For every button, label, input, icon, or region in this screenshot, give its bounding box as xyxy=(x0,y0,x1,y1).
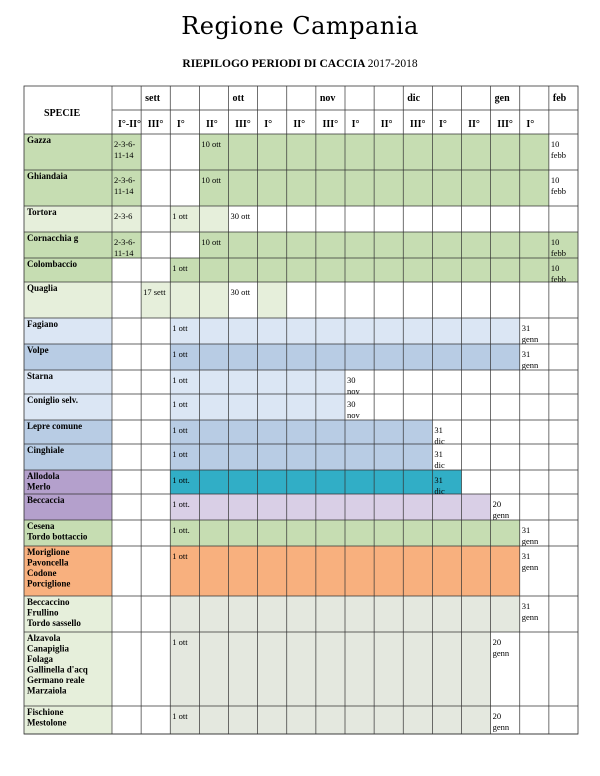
period-note: febb xyxy=(550,150,566,160)
open-period-cell xyxy=(374,632,403,706)
period-note: dic xyxy=(434,486,445,496)
species-label: Frullino xyxy=(27,607,59,618)
open-period-cell xyxy=(403,258,432,282)
open-period-cell xyxy=(316,706,345,734)
open-period-cell xyxy=(316,394,345,420)
period-note: 1 ott xyxy=(172,637,188,647)
week-header: III° xyxy=(497,119,513,130)
open-period-cell xyxy=(229,394,258,420)
week-header: I° xyxy=(264,119,273,130)
open-period-cell xyxy=(199,344,228,370)
open-period-cell xyxy=(316,494,345,520)
period-note: nov xyxy=(347,386,360,396)
open-period-cell xyxy=(199,444,228,470)
open-period-cell xyxy=(403,632,432,706)
open-period-cell xyxy=(374,494,403,520)
period-note: 10 xyxy=(550,175,560,185)
period-note: 1 ott xyxy=(172,349,188,359)
period-note: 10 xyxy=(550,263,560,273)
open-period-cell xyxy=(287,134,316,170)
open-period-cell xyxy=(520,170,549,206)
open-period-cell xyxy=(374,470,403,494)
open-period-cell xyxy=(316,232,345,258)
period-note: febb xyxy=(550,186,566,196)
species-label: Ghiandaia xyxy=(27,171,68,181)
open-period-cell xyxy=(491,232,520,258)
period-note: 31 xyxy=(434,475,443,485)
open-period-cell xyxy=(229,444,258,470)
species-label: Cesena xyxy=(27,521,55,531)
period-note: genn xyxy=(492,722,510,732)
open-period-cell xyxy=(287,706,316,734)
open-period-cell xyxy=(520,134,549,170)
open-period-cell xyxy=(258,344,287,370)
open-period-cell xyxy=(199,420,228,444)
open-period-cell xyxy=(345,520,374,546)
week-header: III° xyxy=(409,119,426,130)
period-note: genn xyxy=(492,510,510,520)
species-label: Codone xyxy=(27,568,57,578)
open-period-cell xyxy=(403,470,432,494)
open-period-cell xyxy=(170,596,199,632)
open-period-cell xyxy=(287,170,316,206)
open-period-cell xyxy=(258,494,287,520)
period-note: 11-14 xyxy=(114,248,134,258)
open-period-cell xyxy=(287,546,316,596)
open-period-cell xyxy=(432,318,461,344)
month-header: feb xyxy=(552,93,567,104)
species-label: Marzaiola xyxy=(27,685,67,696)
open-period-cell xyxy=(432,170,461,206)
open-period-cell xyxy=(258,520,287,546)
open-period-cell xyxy=(287,318,316,344)
species-label: Tordo sassello xyxy=(27,618,81,628)
open-period-cell xyxy=(258,546,287,596)
open-period-cell xyxy=(345,470,374,494)
open-period-cell xyxy=(287,444,316,470)
species-label: Moriglione xyxy=(27,547,70,557)
period-note: 10 ott xyxy=(201,237,221,247)
species-label: Porciglione xyxy=(27,578,71,589)
open-period-cell xyxy=(374,318,403,344)
period-note: febb xyxy=(550,274,566,284)
period-note: 11-14 xyxy=(114,150,134,160)
open-period-cell xyxy=(374,520,403,546)
period-note: 31 xyxy=(521,551,531,561)
month-header: gen xyxy=(494,93,510,104)
open-period-cell xyxy=(287,258,316,282)
open-period-cell xyxy=(229,134,258,170)
open-period-cell xyxy=(432,596,461,632)
open-period-cell xyxy=(316,134,345,170)
species-label: Gazza xyxy=(27,135,51,145)
period-note: 31 xyxy=(434,449,443,459)
page-title: Regione Campania xyxy=(181,12,419,40)
open-period-cell xyxy=(374,596,403,632)
species-label: Alzavola xyxy=(27,633,61,643)
open-period-cell xyxy=(345,420,374,444)
open-period-cell xyxy=(316,258,345,282)
open-period-cell xyxy=(258,282,287,318)
open-period-cell xyxy=(287,520,316,546)
open-period-cell xyxy=(229,494,258,520)
period-note: 1 ott. xyxy=(172,525,190,535)
open-period-cell xyxy=(199,706,228,734)
species-label: Tordo bottaccio xyxy=(27,531,88,542)
species-label: Mestolone xyxy=(27,717,67,728)
open-period-cell xyxy=(258,444,287,470)
open-period-cell xyxy=(287,370,316,394)
open-period-cell xyxy=(462,232,491,258)
period-note: 2-3-6- xyxy=(114,237,136,247)
open-period-cell xyxy=(432,546,461,596)
period-note: dic xyxy=(434,436,445,446)
species-label: Coniglio selv. xyxy=(27,395,79,405)
open-period-cell xyxy=(229,520,258,546)
week-header: I° xyxy=(176,119,185,130)
period-note: 10 xyxy=(550,139,560,149)
open-period-cell xyxy=(229,546,258,596)
open-period-cell xyxy=(403,494,432,520)
open-period-cell xyxy=(229,170,258,206)
open-period-cell xyxy=(432,258,461,282)
open-period-cell xyxy=(229,706,258,734)
open-period-cell xyxy=(316,546,345,596)
period-note: 20 xyxy=(492,499,502,509)
week-header: II° xyxy=(205,119,218,130)
open-period-cell xyxy=(520,258,549,282)
species-label: Merlo xyxy=(27,481,51,492)
open-period-cell xyxy=(287,470,316,494)
open-period-cell xyxy=(229,470,258,494)
species-label: Gallinella d'acq xyxy=(27,664,88,675)
open-period-cell xyxy=(229,258,258,282)
species-label: Beccaccia xyxy=(27,495,65,505)
period-note: 30 ott xyxy=(230,211,251,221)
open-period-cell xyxy=(520,232,549,258)
open-period-cell xyxy=(316,318,345,344)
open-period-cell xyxy=(316,470,345,494)
period-note: 2-3-6- xyxy=(114,175,136,185)
open-period-cell xyxy=(374,258,403,282)
open-period-cell xyxy=(345,258,374,282)
week-header: I° xyxy=(526,119,535,130)
open-period-cell xyxy=(403,232,432,258)
open-period-cell xyxy=(462,546,491,596)
open-period-cell xyxy=(374,232,403,258)
species-label: Beccaccino xyxy=(27,597,70,607)
period-note: 20 xyxy=(492,637,502,647)
open-period-cell xyxy=(199,258,228,282)
period-note: 30 xyxy=(347,375,356,385)
open-period-cell xyxy=(491,520,520,546)
open-period-cell xyxy=(403,170,432,206)
open-period-cell xyxy=(345,170,374,206)
open-period-cell xyxy=(199,596,228,632)
week-header: III° xyxy=(147,119,164,130)
open-period-cell xyxy=(491,258,520,282)
open-period-cell xyxy=(374,546,403,596)
open-period-cell xyxy=(229,632,258,706)
open-period-cell xyxy=(199,546,228,596)
open-period-cell xyxy=(229,420,258,444)
period-note: 10 ott xyxy=(201,175,221,185)
period-note: 1 ott xyxy=(172,711,188,721)
week-header: I°-II° xyxy=(118,119,142,130)
week-header: I° xyxy=(438,119,447,130)
period-note: 1 ott xyxy=(172,263,188,273)
species-label: Canapiglia xyxy=(27,643,70,654)
period-note: genn xyxy=(521,334,539,344)
open-period-cell xyxy=(258,706,287,734)
open-period-cell xyxy=(287,232,316,258)
period-note: 30 xyxy=(347,399,356,409)
month-header: dic xyxy=(407,93,421,104)
period-note: genn xyxy=(521,536,539,546)
open-period-cell xyxy=(403,318,432,344)
period-note: genn xyxy=(521,360,539,370)
week-header: II° xyxy=(468,119,480,130)
open-period-cell xyxy=(432,520,461,546)
open-period-cell xyxy=(462,596,491,632)
period-note: genn xyxy=(492,648,510,658)
open-period-cell xyxy=(316,520,345,546)
period-note: 1 ott xyxy=(172,399,188,409)
period-note: 1 ott xyxy=(172,323,188,333)
open-period-cell xyxy=(316,344,345,370)
open-period-cell xyxy=(316,170,345,206)
open-period-cell xyxy=(491,344,520,370)
open-period-cell xyxy=(199,520,228,546)
open-period-cell xyxy=(287,344,316,370)
open-period-cell xyxy=(403,344,432,370)
open-period-cell xyxy=(199,394,228,420)
open-period-cell xyxy=(462,494,491,520)
week-header: III° xyxy=(322,119,339,130)
open-period-cell xyxy=(258,370,287,394)
open-period-cell xyxy=(316,632,345,706)
open-period-cell xyxy=(403,444,432,470)
open-period-cell xyxy=(258,258,287,282)
open-period-cell xyxy=(403,420,432,444)
open-period-cell xyxy=(199,494,228,520)
open-period-cell xyxy=(287,394,316,420)
open-period-cell xyxy=(199,282,228,318)
open-period-cell xyxy=(287,596,316,632)
period-note: 31 xyxy=(521,525,531,535)
species-label: Volpe xyxy=(27,345,49,355)
open-period-cell xyxy=(316,420,345,444)
open-period-cell xyxy=(432,232,461,258)
open-period-cell xyxy=(491,134,520,170)
open-period-cell xyxy=(491,170,520,206)
period-note: 11-14 xyxy=(114,186,134,196)
open-period-cell xyxy=(258,170,287,206)
open-period-cell xyxy=(491,596,520,632)
period-note: genn xyxy=(521,612,539,622)
open-period-cell xyxy=(287,494,316,520)
open-period-cell xyxy=(199,206,228,232)
open-period-cell xyxy=(345,232,374,258)
open-period-cell xyxy=(374,134,403,170)
open-period-cell xyxy=(258,394,287,420)
open-period-cell xyxy=(258,596,287,632)
period-note: 31 xyxy=(521,323,531,333)
month-header: ott xyxy=(232,93,245,104)
open-period-cell xyxy=(258,420,287,444)
period-note: 31 xyxy=(434,425,443,435)
species-header: SPECIE xyxy=(44,108,81,119)
open-period-cell xyxy=(199,470,228,494)
open-period-cell xyxy=(491,318,520,344)
open-period-cell xyxy=(374,444,403,470)
open-period-cell xyxy=(345,706,374,734)
subtitle-year: 2017-2018 xyxy=(367,58,418,70)
open-period-cell xyxy=(345,494,374,520)
open-period-cell xyxy=(432,344,461,370)
period-note: 2-3-6 xyxy=(114,211,133,221)
month-header: nov xyxy=(319,93,336,104)
open-period-cell xyxy=(316,444,345,470)
period-note: 10 ott xyxy=(201,139,221,149)
open-period-cell xyxy=(345,318,374,344)
open-period-cell xyxy=(403,134,432,170)
open-period-cell xyxy=(462,134,491,170)
open-period-cell xyxy=(287,632,316,706)
open-period-cell xyxy=(374,706,403,734)
open-period-cell xyxy=(403,520,432,546)
week-header: II° xyxy=(380,119,393,130)
open-period-cell xyxy=(345,632,374,706)
open-period-cell xyxy=(403,546,432,596)
open-period-cell xyxy=(199,318,228,344)
period-note: dic xyxy=(434,460,445,470)
open-period-cell xyxy=(258,232,287,258)
open-period-cell xyxy=(229,318,258,344)
open-period-cell xyxy=(374,344,403,370)
period-note: febb xyxy=(550,248,566,258)
open-period-cell xyxy=(170,282,199,318)
open-period-cell xyxy=(462,520,491,546)
open-period-cell xyxy=(316,596,345,632)
species-label: Lepre comune xyxy=(27,421,83,431)
period-note: 1 ott. xyxy=(172,475,190,485)
open-period-cell xyxy=(403,706,432,734)
species-label: Cinghiale xyxy=(27,445,65,455)
open-period-cell xyxy=(345,444,374,470)
month-header: sett xyxy=(145,93,161,104)
period-note: 31 xyxy=(521,601,531,611)
species-label: Folaga xyxy=(27,654,53,664)
subtitle-text: RIEPILOGO PERIODI DI CACCIA xyxy=(182,58,365,70)
species-label: Colombaccio xyxy=(27,259,77,269)
species-label: Allodola xyxy=(27,471,60,481)
open-period-cell xyxy=(491,546,520,596)
open-period-cell xyxy=(462,318,491,344)
period-note: 1 ott xyxy=(172,211,188,221)
week-header: I° xyxy=(351,119,360,130)
open-period-cell xyxy=(432,134,461,170)
open-period-cell xyxy=(462,706,491,734)
open-period-cell xyxy=(316,370,345,394)
open-period-cell xyxy=(229,344,258,370)
open-period-cell xyxy=(462,258,491,282)
period-note: 2-3-6- xyxy=(114,139,136,149)
period-note: nov xyxy=(347,410,360,420)
open-period-cell xyxy=(345,546,374,596)
open-period-cell xyxy=(345,596,374,632)
open-period-cell xyxy=(403,596,432,632)
species-label: Cornacchia g xyxy=(27,233,79,243)
open-period-cell xyxy=(258,470,287,494)
open-period-cell xyxy=(374,420,403,444)
open-period-cell xyxy=(258,318,287,344)
week-header: III° xyxy=(235,119,251,130)
open-period-cell xyxy=(432,494,461,520)
species-label: Germano reale xyxy=(27,675,85,685)
open-period-cell xyxy=(229,232,258,258)
period-note: 31 xyxy=(521,349,531,359)
open-period-cell xyxy=(345,134,374,170)
period-note: genn xyxy=(521,562,539,572)
open-period-cell xyxy=(462,632,491,706)
period-note: 1 ott xyxy=(172,551,188,561)
period-note: 17 sett xyxy=(143,287,166,297)
period-note: 1 ott xyxy=(172,449,188,459)
open-period-cell xyxy=(199,632,228,706)
week-header: II° xyxy=(293,119,306,130)
open-period-cell xyxy=(462,170,491,206)
period-note: 1 ott xyxy=(172,375,188,385)
open-period-cell xyxy=(374,170,403,206)
open-period-cell xyxy=(287,420,316,444)
period-note: 10 xyxy=(550,237,560,247)
period-note: 20 xyxy=(492,711,502,721)
open-period-cell xyxy=(199,370,228,394)
species-label: Tortora xyxy=(27,207,57,217)
period-note: 1 ott. xyxy=(172,499,190,509)
open-period-cell xyxy=(432,706,461,734)
period-note: 30 ott xyxy=(230,287,251,297)
open-period-cell xyxy=(345,344,374,370)
species-label: Starna xyxy=(27,371,54,381)
species-label: Quaglia xyxy=(27,283,58,293)
period-note: 1 ott xyxy=(172,425,188,435)
open-period-cell xyxy=(229,370,258,394)
species-label: Fischione xyxy=(27,707,64,717)
open-period-cell xyxy=(258,632,287,706)
open-period-cell xyxy=(462,344,491,370)
open-period-cell xyxy=(258,134,287,170)
species-label: Fagiano xyxy=(27,319,59,329)
open-period-cell xyxy=(229,596,258,632)
open-period-cell xyxy=(432,632,461,706)
species-label: Pavoncella xyxy=(27,557,69,568)
